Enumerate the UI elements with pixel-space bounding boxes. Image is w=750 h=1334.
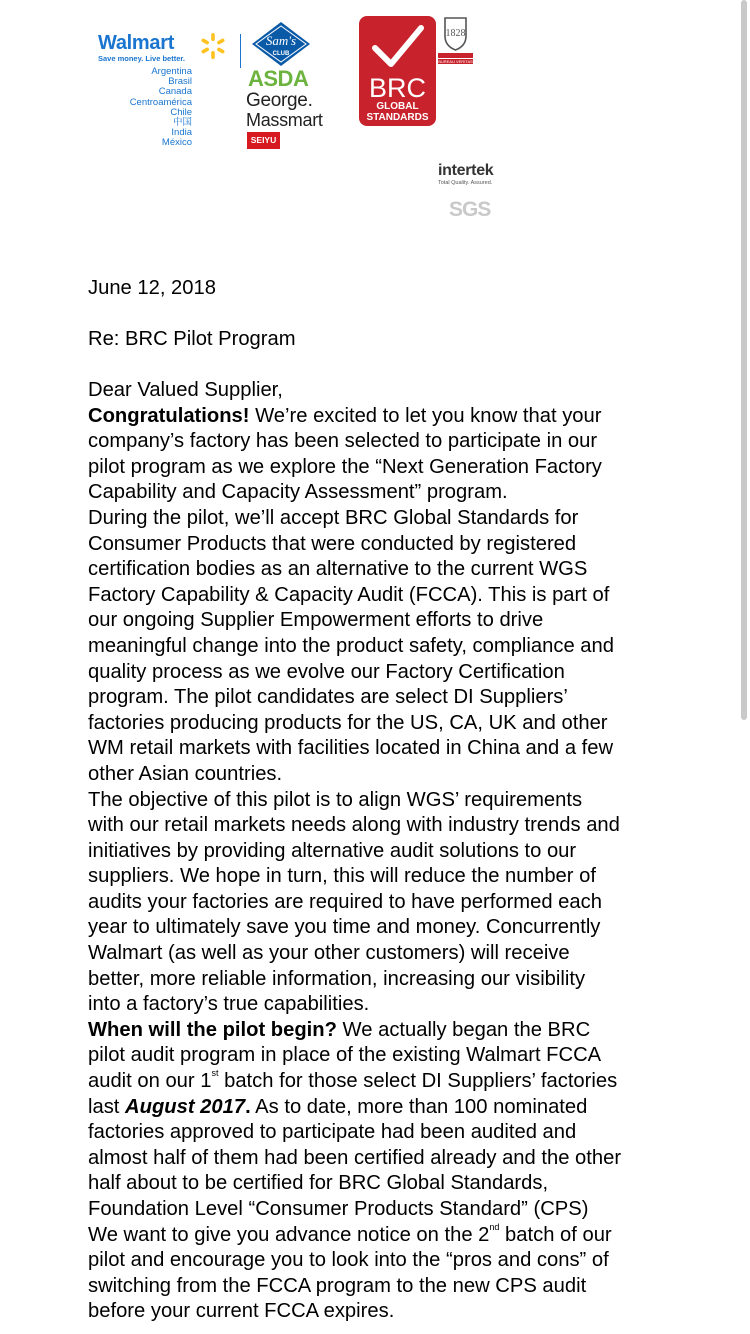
line-text: pilot and encourage you to look into the “pros and cons” of — [88, 1249, 609, 1272]
letter-line — [88, 1248, 688, 1274]
line-text: year to ultimately save you time and money. Concurrently — [88, 916, 601, 939]
letter-line — [88, 915, 688, 941]
letter-line — [88, 1043, 688, 1069]
bold-punctuation: . — [245, 1095, 251, 1118]
line-text: before your current FCCA expires. — [88, 1300, 395, 1323]
line-text: audit on our 1 — [88, 1070, 212, 1093]
line-text: our ongoing Supplier Empowerment efforts to drive — [88, 609, 544, 632]
intertek-logo: intertek — [438, 162, 494, 179]
brc-subtitle: GLOBAL STANDARDS — [366, 101, 429, 123]
country: Argentina — [151, 66, 192, 77]
svg-text:1828: 1828 — [445, 28, 466, 39]
ordinal-suffix: nd — [489, 1221, 500, 1232]
walmart-logo — [98, 32, 230, 149]
line-text: last — [88, 1095, 126, 1118]
country: Canada — [158, 86, 192, 98]
letter-subject: Re: BRC Pilot Program — [88, 328, 296, 350]
country: Brasil — [168, 76, 192, 88]
letter-line — [88, 788, 688, 814]
walmart-wordmark: Walmart — [98, 32, 175, 54]
massmart-logo: Massmart — [246, 110, 323, 130]
letter-line — [88, 864, 688, 890]
letter-line — [88, 1146, 688, 1172]
letter-line — [88, 583, 688, 609]
line-text: Factory Capability & Capacity Audit (FCCA). This is part of — [88, 583, 610, 606]
letter-line — [88, 1171, 688, 1197]
line-text: During the pilot, we’ll accept BRC Global Standards for — [88, 506, 579, 529]
line-text: company’s factory has been selected to participate in our — [88, 430, 598, 453]
logo-divider — [240, 34, 241, 68]
checkmark-icon — [365, 20, 429, 72]
line-text: better, more reliable information, increasing our visibility — [88, 967, 586, 990]
svg-text:BUREAU VERITAS: BUREAU VERITAS — [438, 59, 473, 64]
bureau-veritas-logo — [437, 16, 474, 66]
letter-line — [88, 1120, 688, 1146]
seiyu-logo: SEIYU — [247, 132, 280, 149]
letter-line — [88, 429, 688, 455]
line-text: factories approved to participate had been audited and — [88, 1121, 577, 1144]
letter-line — [88, 480, 688, 506]
line-text: factories producing products for the US, CA, UK and other — [88, 711, 608, 734]
brc-wordmark: BRC — [368, 73, 426, 103]
line-text: half about to be certified for BRC Global Standards, — [88, 1172, 549, 1195]
letter-line — [88, 1095, 688, 1121]
line-text: We want to give you advance notice on the 2 — [88, 1223, 490, 1246]
letter-date: June 12, 2018 — [88, 277, 216, 299]
letter-line — [88, 711, 688, 737]
letter-line — [88, 378, 688, 404]
line-text: Dear Valued Supplier, — [88, 379, 283, 401]
intertek-tagline: Total Quality. Assured. — [438, 180, 493, 186]
line-text: certification bodies as an alternative to the current WGS — [88, 558, 588, 581]
letter-line — [88, 1197, 688, 1223]
letter-line — [88, 404, 688, 430]
letter-line — [88, 813, 688, 839]
svg-text:CLUB: CLUB — [272, 51, 290, 57]
line-text: into a factory’s true capabilities. — [88, 993, 370, 1016]
line-text: program. The pilot candidates are select DI Suppliers’ — [88, 686, 568, 709]
letter-line — [88, 608, 688, 634]
country: 中国 — [172, 117, 192, 129]
line-text: meaningful change into the product safety, compliance and — [88, 634, 614, 657]
letter-line — [88, 736, 688, 762]
line-text: WM retail markets with facilities located in China and a few — [88, 737, 614, 760]
walmart-spark-icon — [198, 32, 228, 60]
sgs-logo: SGS — [449, 198, 491, 221]
line-text: suppliers. We hope in turn, this will reduce the number of — [88, 865, 596, 888]
letter-line — [88, 1299, 688, 1325]
letter-line — [88, 660, 688, 686]
country: Chile — [170, 106, 192, 118]
country: India — [171, 127, 192, 139]
line-text: other Asian countries. — [88, 762, 283, 785]
letter-line — [88, 967, 688, 993]
line-text: quality process as we evolve our Factory Certification — [88, 660, 565, 683]
line-text: As to date, more than 100 nominated — [250, 1095, 588, 1118]
george-logo: George. — [246, 90, 313, 111]
letter-line — [88, 839, 688, 865]
letter-line — [88, 506, 688, 532]
line-text: Walmart (as well as your other customers) will receive — [88, 942, 570, 965]
letter-line — [88, 1069, 688, 1095]
letter-line — [88, 685, 688, 711]
line-text: The objective of this pilot is to align WGS’ requirements — [88, 788, 583, 811]
letter-line — [88, 992, 688, 1018]
letter-line — [88, 455, 688, 481]
walmart-tagline: Save money. Live better. — [98, 54, 185, 63]
asda-logo: ASDA — [248, 66, 309, 91]
letter-line — [88, 1223, 688, 1249]
line-text: initiatives by providing alternative audit solutions to our — [88, 839, 577, 862]
line-text: batch for those select DI Suppliers’ factories — [218, 1070, 618, 1093]
svg-text:Sam's: Sam's — [265, 33, 297, 48]
walmart-country-list — [98, 67, 192, 149]
line-text: batch of our — [499, 1223, 612, 1246]
sams-club-logo — [246, 20, 316, 70]
letter-line — [88, 890, 688, 916]
letter-line — [88, 557, 688, 583]
line-text: Consumer Products that were conducted by registered — [88, 532, 577, 555]
letter-line — [88, 941, 688, 967]
line-text: audits your factories are required to have performed each — [88, 890, 602, 913]
country: México — [161, 137, 192, 149]
line-text: switching from the FCCA program to the new CPS audit — [88, 1274, 587, 1297]
line-text: with our retail markets needs along with industry trends and — [88, 814, 620, 837]
letter-line — [88, 1274, 688, 1300]
line-text: pilot program as we explore the “Next Generation Factory — [88, 455, 602, 478]
brc-global-standards-logo — [359, 16, 436, 126]
line-text: pilot audit program in place of the existing Walmart FCCA — [88, 1044, 602, 1067]
line-text: Foundation Level “Consumer Products Standard” (CPS) — [88, 1198, 589, 1220]
letter-line — [88, 532, 688, 558]
letter-line — [88, 634, 688, 660]
letter-body — [88, 378, 688, 1325]
letter-line — [88, 1018, 688, 1044]
line-text: We actually began the BRC — [336, 1018, 591, 1041]
ordinal-suffix: st — [211, 1068, 219, 1079]
bold-italic-text: August 2017 — [125, 1095, 246, 1118]
line-text: almost half of them had been certified already and the other — [88, 1146, 622, 1169]
line-text: Capability and Capacity Assessment” program. — [88, 481, 508, 504]
line-text: We’re excited to let you know that your — [249, 404, 602, 427]
scrollbar[interactable] — [741, 0, 747, 720]
bold-heading: When will the pilot begin? — [88, 1018, 337, 1041]
letter-line — [88, 762, 688, 788]
country: Centroamérica — [129, 96, 192, 108]
bold-heading: Congratulations! — [88, 404, 250, 427]
